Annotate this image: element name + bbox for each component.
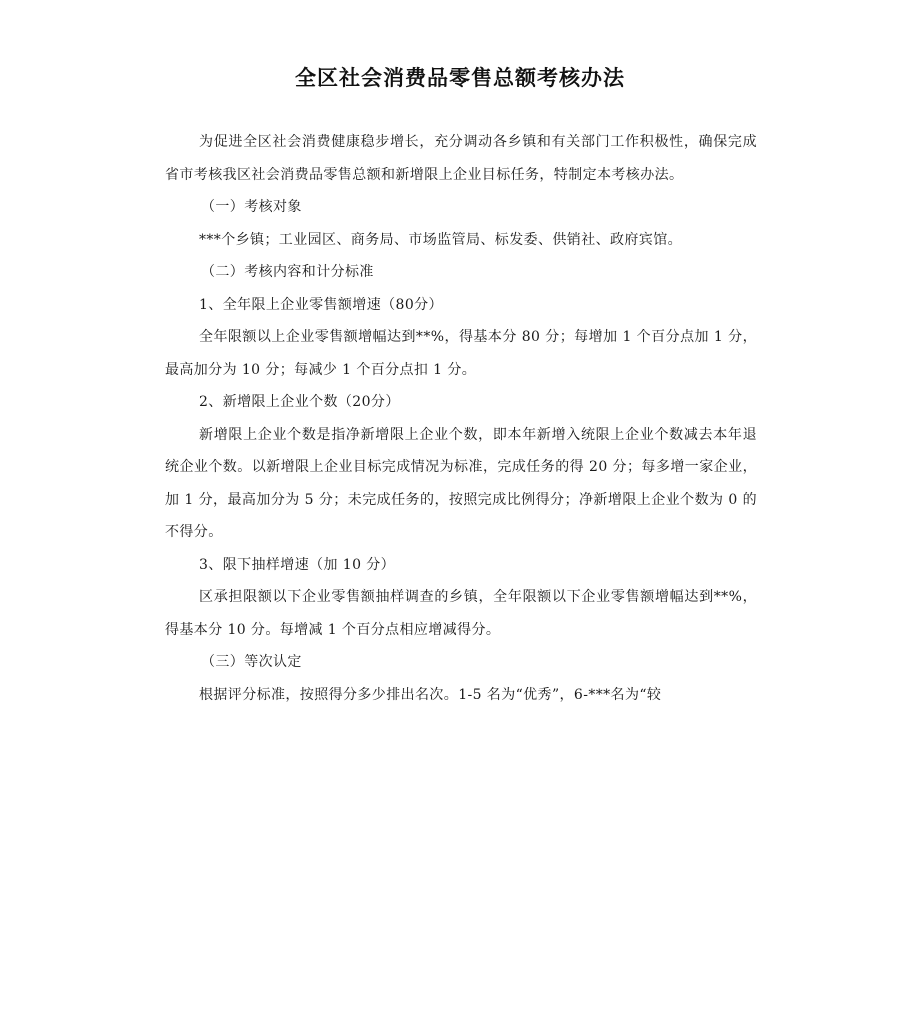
paragraph-p1: 为促进全区社会消费健康稳步增长，充分调动各乡镇和有关部门工作积极性，确保完成省市考核我区社会消费品零售总额和新增限上企业目标任务，特制定本考核办法。 xyxy=(165,134,757,183)
paragraph-p2: （一）考核对象 xyxy=(201,199,302,215)
paragraph-p5: 1、全年限上企业零售额增速（80分） xyxy=(199,296,443,313)
paragraph-p9: 3、限下抽样增速（加 10 分） xyxy=(199,556,396,573)
paragraph-p8: 新增限上企业个数是指净新增限上企业个数，即本年新增入统限上企业个数减去本年退统企业个数。以新增限上企业目标完成情况为标准，完成任务的得 20 分；每多增一家企业，加 1 分，最高加分为 5 分；未完成任务的，按照完成比例得分；净新增限上企业个数为 0 的不得分。 xyxy=(165,426,757,540)
paragraph-p4: （二）考核内容和计分标准 xyxy=(201,264,374,280)
document-body xyxy=(165,126,757,711)
paragraph-p7: 2、新增限上企业个数（20分） xyxy=(199,394,400,410)
document-title: 全区社会消费品零售总额考核办法 xyxy=(295,66,625,90)
paragraph-p6: 全年限额以上企业零售额增幅达到**%，得基本分 80 分；每增加 1 个百分点加 1 分，最高加分为 10 分；每减少 1 个百分点扣 1 分。 xyxy=(165,329,757,378)
paragraph-p3: ***个乡镇；工业园区、商务局、市场监管局、标发委、供销社、政府宾馆。 xyxy=(199,231,682,248)
paragraph-p11: （三）等次认定 xyxy=(201,654,302,670)
paragraph-p10: 区承担限额以下企业零售额抽样调查的乡镇，全年限额以下企业零售额增幅达到**%，得基本分 10 分。每增减 1 个百分点相应增减得分。 xyxy=(165,589,757,638)
paragraph-p12: 根据评分标准，按照得分多少排出名次。1-5 名为“优秀”，6-***名为“较 xyxy=(199,686,662,703)
